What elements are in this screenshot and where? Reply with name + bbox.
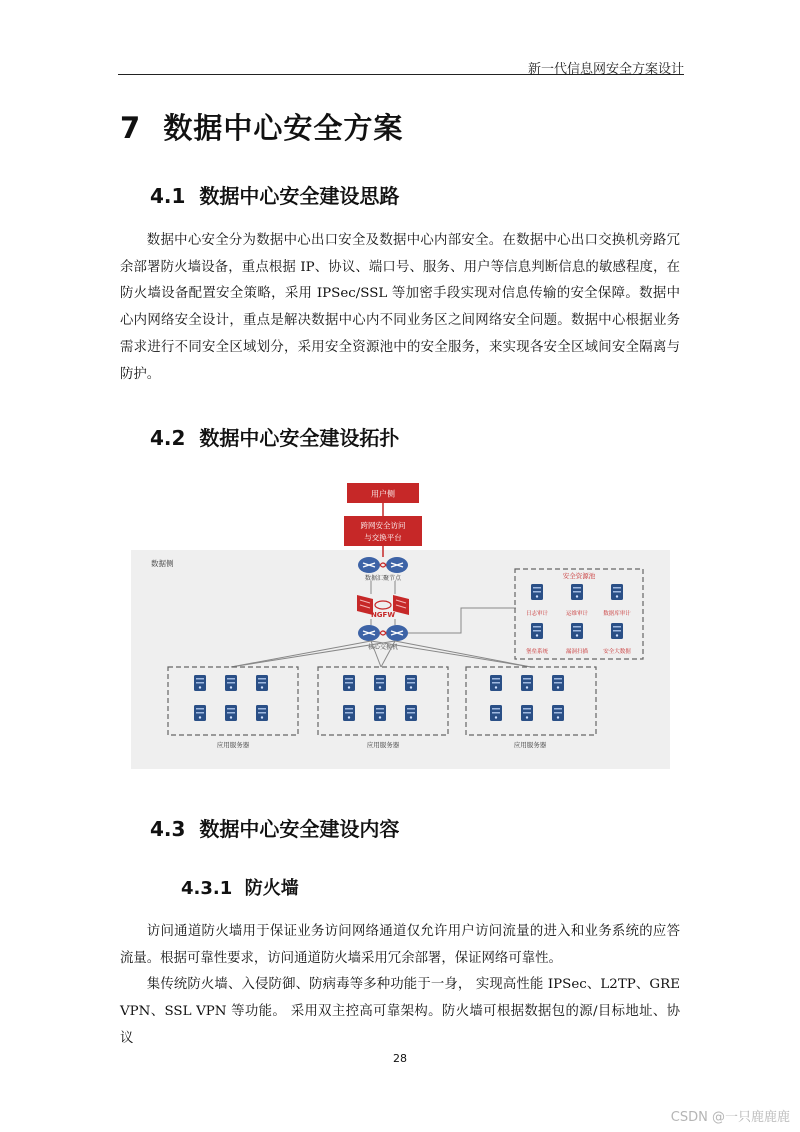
section-heading (150, 180, 399, 209)
resource-item: 堡垒系统 (525, 649, 549, 655)
server-icon (611, 623, 623, 639)
chapter-title: 数据中心安全方案 (163, 111, 404, 145)
header-title: 新一代信息网安全方案设计 (527, 62, 684, 77)
core-switch-label: 核心交换机 (367, 644, 399, 651)
section-heading (150, 422, 399, 451)
section-title: 数据中心安全建设内容 (199, 817, 400, 841)
section-number: 4.2 (150, 426, 186, 450)
topology-diagram (131, 477, 670, 769)
switch-icon (358, 625, 380, 641)
chapter-number: 7 (120, 111, 142, 145)
subsection-body (120, 919, 680, 1053)
platform-label-line2: 与交换平台 (364, 533, 402, 542)
chapter-heading (120, 106, 403, 147)
resource-item: 安全大数据 (603, 649, 631, 655)
section-body (120, 228, 680, 388)
server-icon (611, 584, 623, 600)
aggregation-node-label: 数据汇聚节点 (364, 575, 402, 582)
resource-pool-title: 安全资源池 (562, 572, 596, 580)
paragraph: 数据中心安全分为数据中心出口安全及数据中心内部安全。在数据中心出口交换机旁路冗余部署防火墙设备，重点根据 IP、协议、端口号、服务、用户等信息判断信息的敏感程度，在防火墙设备配置安全策略，采用 IPSec/SSL 等加密手段实现对信息传输的安全保障。数据中心内网络安全设计，重点是解决数据中心内不同业务区之间网络安全问题。数据中心根据业务需求进行不同安全区域划分，采用安全资源池中的安全服务，来实现各安全区域间安全隔离与防护。 (120, 233, 680, 382)
server-icon (531, 623, 543, 639)
data-side-zone (131, 550, 670, 769)
section-heading (150, 813, 399, 842)
switch-icon (358, 557, 380, 573)
paragraph: 集传统防火墙、入侵防御、防病毒等多种功能于一身， 实现高性能 IPSec、L2TP、GRE VPN、SSL VPN 等功能。 采用双主控高可靠架构。防火墙可根据数据包的源/目标地址、协议 (120, 977, 680, 1046)
section-title: 数据中心安全建设思路 (199, 184, 400, 208)
platform-label-line1: 跨网安全访问 (360, 521, 406, 530)
app-server-label: 应用服务器 (513, 741, 547, 749)
subsection-title: 防火墙 (244, 878, 299, 899)
watermark: CSDN @一只鹿鹿鹿 (670, 1110, 790, 1125)
server-icon (571, 623, 583, 639)
switch-icon (386, 625, 408, 641)
subsection-heading (181, 874, 299, 900)
app-server-label: 应用服务器 (366, 741, 400, 749)
section-number: 4.1 (150, 184, 186, 208)
resource-item: 日志审计 (525, 611, 549, 617)
resource-item: 漏洞扫描 (565, 649, 589, 655)
switch-icon (386, 557, 408, 573)
resource-item: 运维审计 (565, 611, 589, 617)
ngfw-label: NGFW (370, 611, 396, 619)
app-server-label: 应用服务器 (216, 741, 250, 749)
page-number: 28 (393, 1052, 407, 1065)
data-side-label: 数据侧 (151, 559, 174, 568)
section-title: 数据中心安全建设拓扑 (199, 426, 400, 450)
server-icon (531, 584, 543, 600)
paragraph: 访问通道防火墙用于保证业务访问网络通道仅允许用户访问流量的进入和业务系统的应答流量。根据可靠性要求，访问通道防火墙采用冗余部署，保证网络可靠性。 (120, 924, 680, 966)
resource-item: 数据库审计 (603, 611, 631, 617)
subsection-number: 4.3.1 (181, 878, 233, 899)
server-icon (571, 584, 583, 600)
header-rule (118, 74, 684, 75)
user-side-label: 用户侧 (371, 489, 395, 499)
section-number: 4.3 (150, 817, 186, 841)
